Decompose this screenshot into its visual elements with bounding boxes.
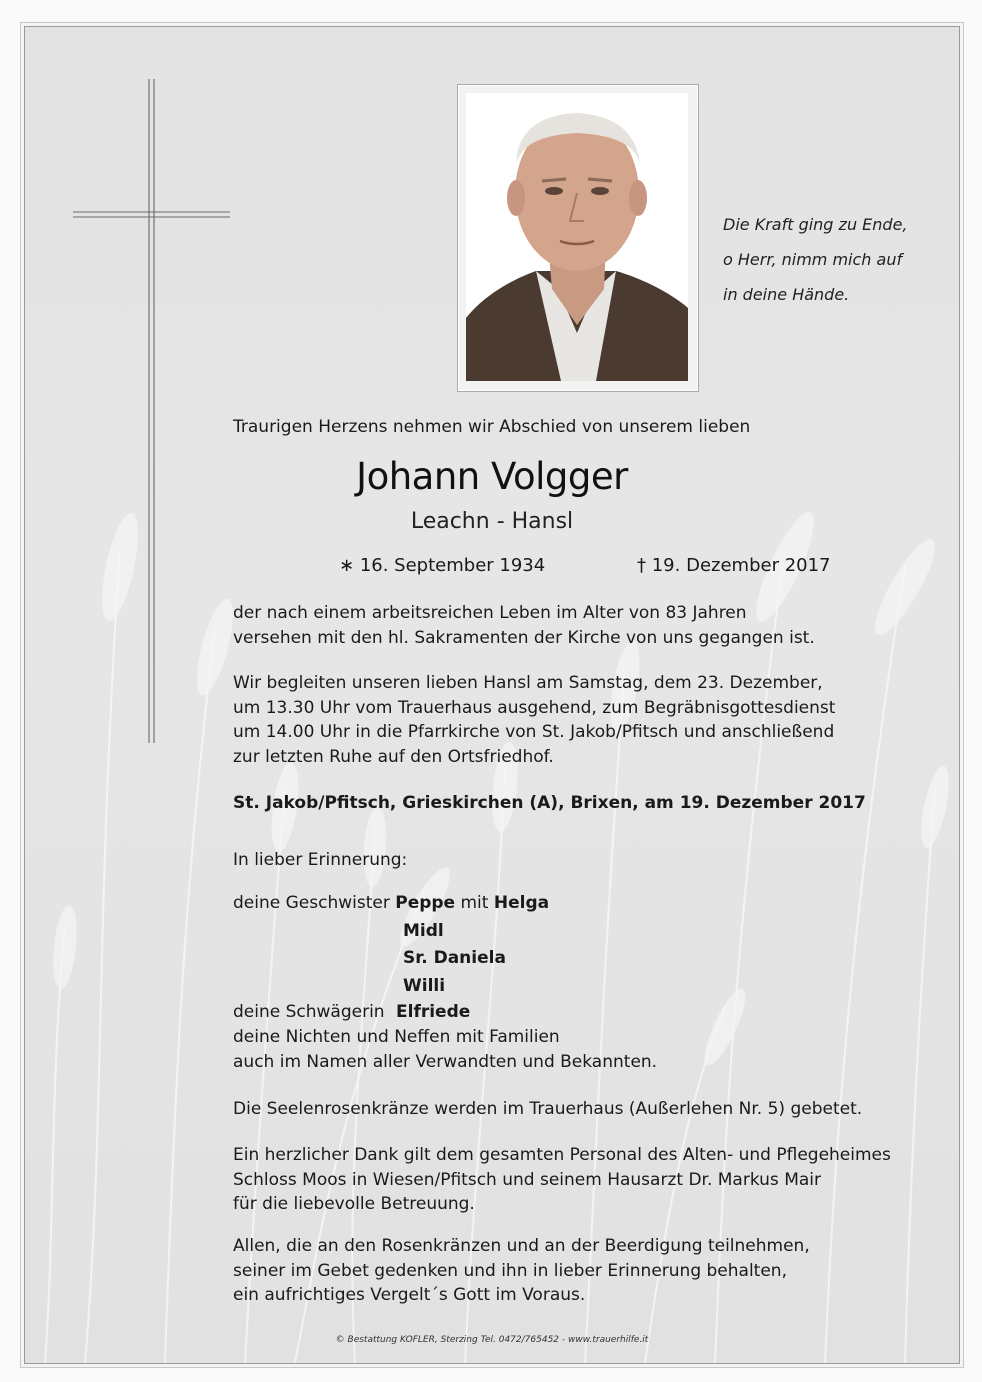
- obituary-card: [24, 26, 960, 1364]
- sibling-partner-name: Helga: [493, 893, 550, 913]
- birth-date-value: 16. September 1934: [359, 555, 546, 576]
- paragraph-line: versehen mit den hl. Sakramenten der Kirche von uns gegangen ist.: [233, 627, 815, 648]
- family-siblings-row: [233, 893, 549, 913]
- intro-text: Traurigen Herzens nehmen wir Abschied von unserem lieben: [233, 417, 751, 437]
- footer-credit: © Bestattung KOFLER, Sterzing Tel. 0472/765452 - www.trauerhilfe.it: [335, 1335, 649, 1345]
- birth-date: [339, 555, 545, 576]
- death-date-value: 19. Dezember 2017: [651, 555, 831, 576]
- portrait-photo: [466, 93, 688, 381]
- with-word: mit: [460, 893, 489, 913]
- paragraph-line: Wir begleiten unseren lieben Hansl am Samstag, dem 23. Dezember,: [233, 673, 823, 693]
- portrait-photo-frame: [457, 84, 699, 392]
- sister-in-law-label: deine Schwägerin: [233, 1002, 385, 1022]
- sibling-name: Willi: [403, 976, 446, 996]
- rosary-text: Die Seelenrosenkränze werden im Trauerhaus (Außerlehen Nr. 5) gebetet.: [233, 1099, 863, 1119]
- paragraph-line: Schloss Moos in Wiesen/Pfitsch und seinem Hausarzt Dr. Markus Mair: [233, 1169, 821, 1190]
- paragraph-line: um 13.30 Uhr vom Trauerhaus ausgehend, zum Begräbnisgottesdienst: [233, 697, 836, 718]
- life-paragraph: [233, 601, 815, 650]
- memory-heading: In lieber Erinnerung:: [233, 850, 408, 870]
- place-date: St. Jakob/Pfitsch, Grieskirchen (A), Brixen, am 19. Dezember 2017: [233, 793, 866, 813]
- paragraph-line: ein aufrichtiges Vergelt´s Gott im Voraus.: [233, 1285, 586, 1305]
- sister-in-law-name: Elfriede: [396, 1002, 471, 1022]
- family-sister-in-law-row: [233, 1002, 470, 1022]
- quote-line: Die Kraft ging zu Ende,: [723, 215, 908, 234]
- thanks-paragraph: [233, 1143, 891, 1217]
- funeral-paragraph: [233, 671, 835, 769]
- birth-star-icon: ∗: [339, 555, 355, 576]
- deceased-nickname: Leachn - Hansl: [410, 509, 574, 534]
- paragraph-line: seiner im Gebet gedenken und ihn in lieber Erinnerung behalten,: [233, 1260, 787, 1281]
- paragraph-line: Allen, die an den Rosenkränzen und an der Beerdigung teilnehmen,: [233, 1236, 810, 1256]
- death-date: [637, 555, 831, 576]
- family-relatives-line: auch im Namen aller Verwandten und Bekannten.: [233, 1052, 658, 1072]
- sibling-name: Peppe: [395, 893, 456, 913]
- paragraph-line: Ein herzlicher Dank gilt dem gesamten Personal des Alten- und Pflegeheimes: [233, 1145, 891, 1165]
- sibling-name: Sr. Daniela: [403, 948, 506, 968]
- paragraph-line: der nach einem arbeitsreichen Leben im Alter von 83 Jahren: [233, 603, 747, 623]
- death-dagger-icon: †: [637, 555, 646, 576]
- sibling-name: Midl: [403, 921, 444, 941]
- paragraph-line: für die liebevolle Betreuung.: [233, 1194, 475, 1214]
- paragraph-line: zur letzten Ruhe auf den Ortsfriedhof.: [233, 746, 554, 767]
- quote-line: in deine Hände.: [723, 285, 850, 304]
- quote-verse: [723, 207, 943, 312]
- deceased-name: Johann Volgger: [356, 455, 628, 498]
- closing-paragraph: [233, 1234, 810, 1308]
- quote-line: o Herr, nimm mich auf: [723, 250, 903, 269]
- paragraph-line: um 14.00 Uhr in die Pfarrkirche von St. Jakob/Pfitsch und anschließend: [233, 722, 835, 742]
- siblings-label: deine Geschwister: [233, 893, 390, 913]
- family-nieces-line: deine Nichten und Neffen mit Familien: [233, 1027, 560, 1047]
